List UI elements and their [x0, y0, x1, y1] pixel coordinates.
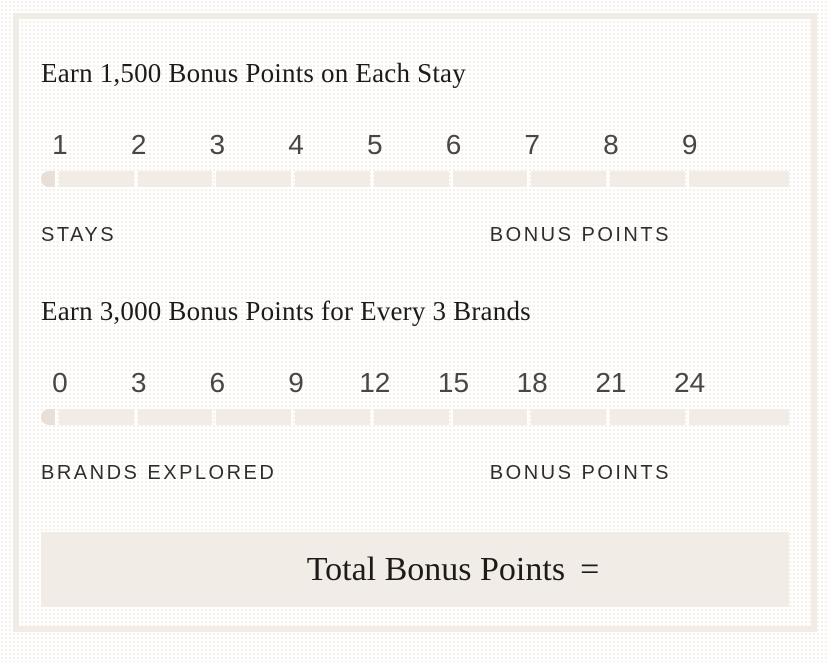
track-segment[interactable] [610, 409, 685, 425]
tick-label: 24 [674, 367, 706, 398]
tick-label: 9 [681, 129, 698, 160]
track-segment[interactable] [138, 171, 213, 187]
slider-handle[interactable] [41, 409, 55, 425]
track-segment[interactable] [374, 171, 449, 187]
track-segment[interactable] [689, 409, 789, 425]
track-segment[interactable] [374, 409, 449, 425]
tick-label: 0 [52, 367, 68, 398]
tick-label: 3 [130, 367, 147, 398]
card-content [19, 19, 811, 588]
stays-axis-labels [41, 225, 789, 245]
tick-label: 4 [288, 129, 304, 160]
stays-tick-scale [41, 129, 789, 160]
tick-label: 2 [130, 129, 147, 160]
stays-axis-label: STAYS [41, 224, 117, 246]
tick-label: 6 [445, 129, 462, 160]
track-segment[interactable] [295, 171, 370, 187]
tick-label: 18 [516, 367, 548, 398]
brands-axis-label: BRANDS EXPLORED [41, 462, 277, 484]
tick-label: 8 [603, 129, 619, 160]
track-segment[interactable] [59, 409, 134, 425]
tick-label: 3 [209, 129, 226, 160]
total-bonus-points-box [41, 532, 789, 607]
bonus-points-calculator-card [13, 13, 817, 632]
brands-tick-scale [41, 367, 789, 398]
track-segment[interactable] [216, 409, 291, 425]
track-segment[interactable] [531, 171, 606, 187]
equals-sign: = [580, 550, 600, 588]
track-segment[interactable] [216, 171, 291, 187]
stays-slider-track[interactable] [41, 171, 789, 187]
tick-label: 6 [209, 367, 226, 398]
stays-section [41, 59, 789, 245]
total-line [307, 551, 600, 589]
stays-bonus-points-label: BONUS POINTS [489, 224, 671, 246]
track-segment[interactable] [610, 171, 685, 187]
slider-handle[interactable] [41, 171, 55, 187]
tick-label: 5 [366, 129, 383, 160]
brands-slider-track[interactable] [41, 409, 789, 425]
stays-section-title: Earn 1,500 Bonus Points on Each Stay [41, 58, 466, 88]
tick-label: 15 [437, 367, 470, 398]
tick-label: 21 [595, 367, 627, 398]
track-segment[interactable] [295, 409, 370, 425]
track-segment[interactable] [689, 171, 789, 187]
brands-bonus-points-label: BONUS POINTS [489, 462, 671, 484]
tick-label: 12 [359, 367, 391, 398]
brands-section [41, 297, 789, 483]
track-segment[interactable] [531, 409, 606, 425]
track-segment[interactable] [453, 171, 528, 187]
brands-axis-labels [41, 463, 789, 483]
total-bonus-points-label: Total Bonus Points [306, 550, 566, 588]
track-segment[interactable] [138, 409, 213, 425]
brands-section-title: Earn 3,000 Bonus Points for Every 3 Brands [41, 296, 531, 326]
tick-label: 1 [52, 129, 68, 160]
track-segment[interactable] [453, 409, 528, 425]
tick-label: 7 [524, 129, 540, 160]
track-segment[interactable] [59, 171, 134, 187]
tick-label: 9 [288, 367, 304, 398]
